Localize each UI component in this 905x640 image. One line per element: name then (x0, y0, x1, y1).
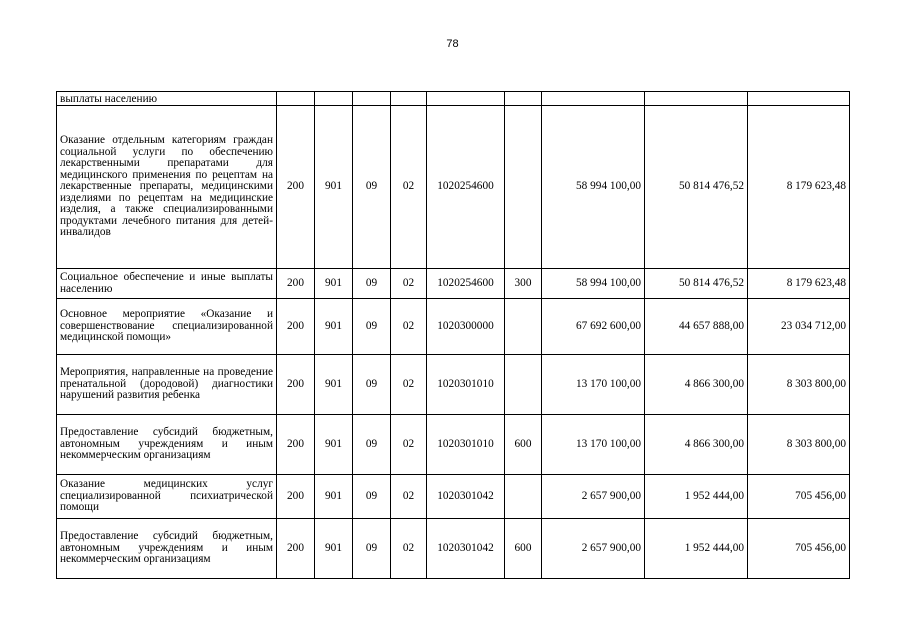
cell-department: 901 (315, 475, 353, 519)
cell-remaining-amount: 8 303 800,00 (748, 355, 850, 415)
cell-remaining-amount: 8 179 623,48 (748, 106, 850, 269)
cell-remaining-amount: 8 303 800,00 (748, 415, 850, 475)
row-name: Основное мероприятие «Оказание и совершенствование специализированной медицинской помощи» (57, 299, 277, 355)
row-name: Предоставление субсидий бюджетным, автономным учреждениям и иным некоммерческим организациям (57, 519, 277, 579)
cell-group: 200 (277, 355, 315, 415)
cell-section: 09 (353, 355, 391, 415)
table-row (57, 269, 850, 299)
cell-department: 901 (315, 269, 353, 299)
cell-planned-amount: 67 692 600,00 (542, 299, 645, 355)
cell-expense-type (505, 299, 542, 355)
cell-department: 901 (315, 355, 353, 415)
cell-subsection: 02 (391, 519, 427, 579)
budget-table (56, 91, 850, 579)
cell-department (315, 92, 353, 106)
cell-section: 09 (353, 475, 391, 519)
cell-planned-amount: 58 994 100,00 (542, 106, 645, 269)
cell-department: 901 (315, 519, 353, 579)
cell-section (353, 92, 391, 106)
cell-target-article: 1020300000 (427, 299, 505, 355)
cell-expense-type: 600 (505, 519, 542, 579)
cell-section: 09 (353, 299, 391, 355)
cell-department: 901 (315, 299, 353, 355)
cell-remaining-amount: 705 456,00 (748, 519, 850, 579)
page-number: 78 (446, 38, 459, 50)
cell-expense-type: 300 (505, 269, 542, 299)
cell-executed-amount: 50 814 476,52 (645, 269, 748, 299)
table-body (57, 92, 850, 579)
table-row (57, 92, 850, 106)
cell-expense-type (505, 475, 542, 519)
cell-subsection: 02 (391, 106, 427, 269)
cell-subsection: 02 (391, 269, 427, 299)
cell-planned-amount (542, 92, 645, 106)
row-name: Предоставление субсидий бюджетным, автономным учреждениям и иным некоммерческим организациям (57, 415, 277, 475)
cell-remaining-amount: 23 034 712,00 (748, 299, 850, 355)
cell-target-article: 1020301010 (427, 415, 505, 475)
cell-executed-amount: 1 952 444,00 (645, 519, 748, 579)
cell-subsection: 02 (391, 299, 427, 355)
table-row (57, 519, 850, 579)
cell-department: 901 (315, 415, 353, 475)
cell-executed-amount: 4 866 300,00 (645, 415, 748, 475)
cell-group: 200 (277, 106, 315, 269)
cell-subsection: 02 (391, 415, 427, 475)
cell-executed-amount: 1 952 444,00 (645, 475, 748, 519)
cell-expense-type (505, 106, 542, 269)
cell-section: 09 (353, 106, 391, 269)
row-name: Оказание отдельным категориям граждан социальной услуги по обеспечению лекарственными препаратами для медицинского применения по рецептам на лекарственные препараты, медицинскими изделиями по рецептам на медицинские изделия, а также специализированными продуктами лечебного питания для детей-инвалидов (57, 106, 277, 269)
cell-target-article: 1020254600 (427, 269, 505, 299)
table-row (57, 355, 850, 415)
cell-group: 200 (277, 475, 315, 519)
row-name: Мероприятия, направленные на проведение пренатальной (дородовой) диагностики нарушений развития ребенка (57, 355, 277, 415)
cell-subsection: 02 (391, 355, 427, 415)
row-name: Социальное обеспечение и иные выплаты населению (57, 269, 277, 299)
cell-expense-type (505, 355, 542, 415)
cell-planned-amount: 13 170 100,00 (542, 415, 645, 475)
cell-section: 09 (353, 415, 391, 475)
cell-target-article: 1020254600 (427, 106, 505, 269)
cell-executed-amount: 44 657 888,00 (645, 299, 748, 355)
cell-group (277, 92, 315, 106)
cell-expense-type: 600 (505, 415, 542, 475)
cell-target-article: 1020301042 (427, 475, 505, 519)
cell-executed-amount (645, 92, 748, 106)
row-name: Оказание медицинских услуг специализированной психиатрической помощи (57, 475, 277, 519)
cell-planned-amount: 13 170 100,00 (542, 355, 645, 415)
table-row (57, 415, 850, 475)
cell-department: 901 (315, 106, 353, 269)
cell-group: 200 (277, 299, 315, 355)
table-row (57, 106, 850, 269)
cell-expense-type (505, 92, 542, 106)
cell-target-article (427, 92, 505, 106)
cell-remaining-amount: 8 179 623,48 (748, 269, 850, 299)
cell-planned-amount: 2 657 900,00 (542, 519, 645, 579)
cell-group: 200 (277, 519, 315, 579)
cell-remaining-amount: 705 456,00 (748, 475, 850, 519)
cell-section: 09 (353, 269, 391, 299)
row-name: выплаты населению (57, 92, 277, 106)
cell-target-article: 1020301010 (427, 355, 505, 415)
cell-planned-amount: 2 657 900,00 (542, 475, 645, 519)
cell-subsection (391, 92, 427, 106)
cell-executed-amount: 50 814 476,52 (645, 106, 748, 269)
cell-target-article: 1020301042 (427, 519, 505, 579)
table-row (57, 299, 850, 355)
cell-remaining-amount (748, 92, 850, 106)
table-row (57, 475, 850, 519)
cell-subsection: 02 (391, 475, 427, 519)
cell-group: 200 (277, 415, 315, 475)
cell-section: 09 (353, 519, 391, 579)
cell-group: 200 (277, 269, 315, 299)
cell-planned-amount: 58 994 100,00 (542, 269, 645, 299)
cell-executed-amount: 4 866 300,00 (645, 355, 748, 415)
